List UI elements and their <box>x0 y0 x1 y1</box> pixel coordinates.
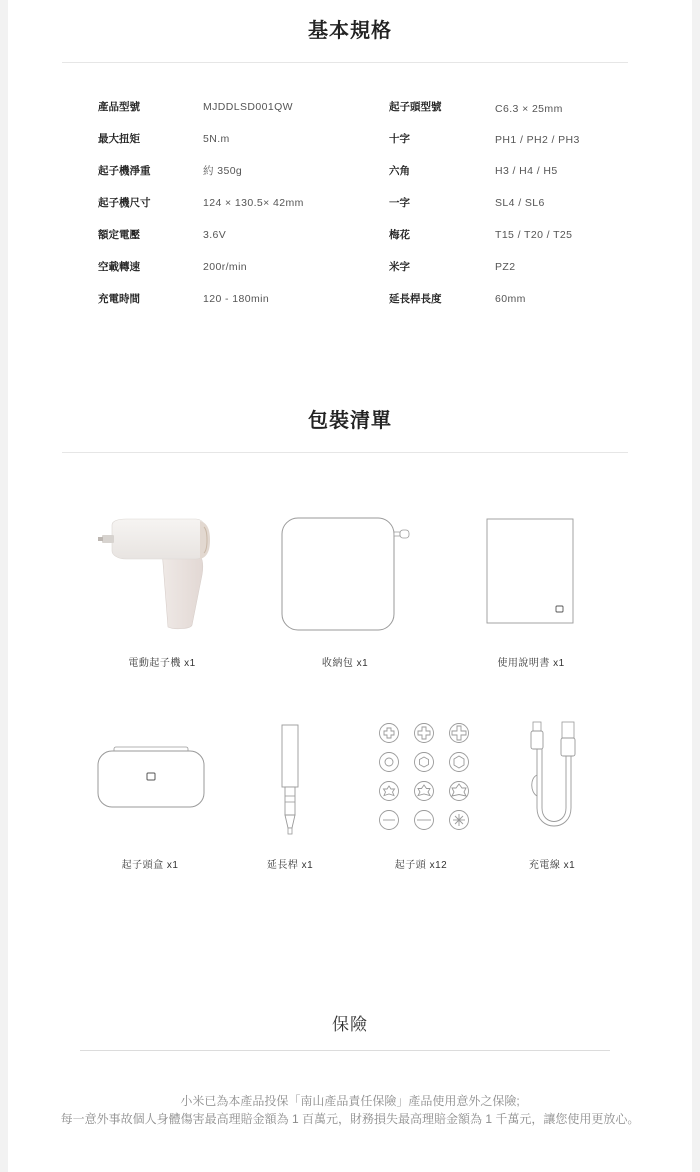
spec-label-torque: 最大扭矩 <box>98 133 140 145</box>
insurance-text-line-1: 小米已為本產品投保「南山產品責任保險」產品使用意外之保險; <box>180 1094 520 1108</box>
spec-value-voltage: 3.6V <box>203 229 227 241</box>
package-title: 包裝清單 <box>308 410 392 432</box>
spec-value-rod-length: 60mm <box>495 293 526 305</box>
spec-label-weight: 起子機淨重 <box>98 165 151 177</box>
package-label-cable: 充電線 x1 <box>528 860 576 871</box>
spec-value-charge-time: 120 - 180min <box>203 293 270 305</box>
specs-table <box>0 92 700 322</box>
spec-value-speed: 200r/min <box>203 261 248 273</box>
spec-value-hex: H3 / H4 / H5 <box>495 165 558 177</box>
extension-rod-icon <box>280 724 300 836</box>
spec-label-speed: 空載轉速 <box>98 261 140 273</box>
usb-cable-icon <box>526 720 582 840</box>
package-label-bit-box: 起子頭盒 x1 <box>121 860 179 871</box>
spec-value-bit-model: C6.3 × 25mm <box>495 103 563 115</box>
storage-bag-icon <box>280 516 412 632</box>
insurance-divider <box>80 1050 610 1051</box>
screwdriver-icon <box>96 515 216 635</box>
spec-value-size: 124 × 130.5× 42mm <box>203 197 304 209</box>
insurance-title: 保險 <box>332 1015 368 1034</box>
spec-label-bit-model: 起子頭型號 <box>389 101 442 113</box>
spec-label-hex: 六角 <box>389 165 410 177</box>
package-divider <box>62 452 628 453</box>
package-label-screwdriver: 電動起子機 x1 <box>128 658 196 669</box>
spec-label-slotted: 一字 <box>389 197 410 209</box>
spec-value-pozidriv: PZ2 <box>495 261 516 273</box>
spec-label-model: 產品型號 <box>98 101 140 113</box>
manual-icon <box>486 518 574 624</box>
spec-value-torque: 5N.m <box>203 133 230 145</box>
package-label-extension-rod: 延長桿 x1 <box>266 860 314 871</box>
spec-label-charge-time: 充電時間 <box>98 293 140 305</box>
package-label-storage-bag: 收納包 x1 <box>321 658 369 669</box>
package-label-bits: 起子頭 x12 <box>394 860 448 871</box>
spec-label-size: 起子機尺寸 <box>98 197 151 209</box>
spec-value-torx: T15 / T20 / T25 <box>495 229 573 241</box>
spec-value-phillips: PH1 / PH2 / PH3 <box>495 134 580 146</box>
spec-value-model: MJDDLSD001QW <box>203 101 293 113</box>
spec-label-torx: 梅花 <box>389 229 410 241</box>
bit-box-icon <box>96 745 206 809</box>
spec-value-weight: 約 350g <box>203 165 243 177</box>
spec-label-voltage: 額定電壓 <box>98 229 140 241</box>
spec-label-rod-length: 延長桿長度 <box>389 293 442 305</box>
bits-grid-icon <box>376 722 474 832</box>
spec-label-phillips: 十字 <box>389 133 410 145</box>
spec-value-slotted: SL4 / SL6 <box>495 197 545 209</box>
specs-title: 基本規格 <box>308 20 392 42</box>
package-label-manual: 使用說明書 x1 <box>497 658 565 669</box>
specs-divider <box>62 62 628 63</box>
spec-label-pozidriv: 米字 <box>389 261 410 273</box>
insurance-text-line-2: 每一意外事故個人身體傷害最高理賠金額為 1 百萬元，財務損失最高理賠金額為 1 千萬元，讓您使用更放心。 <box>60 1112 640 1126</box>
